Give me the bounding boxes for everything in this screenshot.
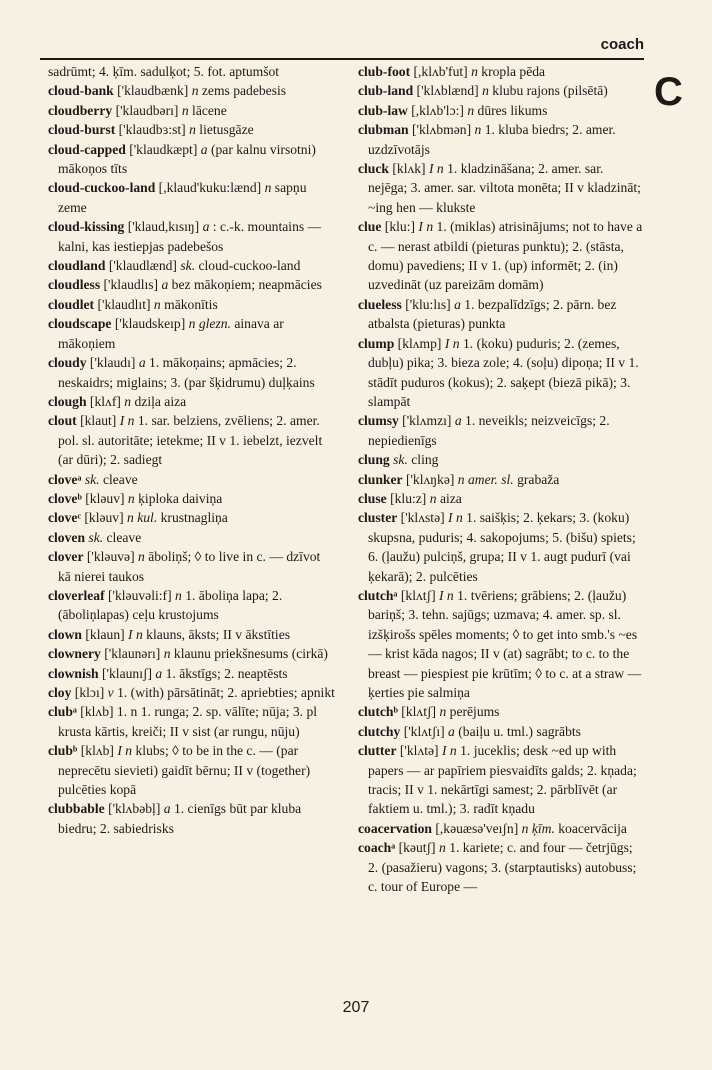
definition: cleave [103, 529, 142, 545]
dictionary-entry [48, 664, 336, 683]
dictionary-entry [358, 722, 646, 741]
pronunciation: ['klʌmzı] [398, 413, 452, 429]
grammar-label: a [451, 413, 462, 429]
definition: klauns, āksts; II v ākstīties [142, 626, 291, 642]
pronunciation: [klʌb] [76, 704, 114, 720]
pronunciation: [klʌb] [77, 743, 114, 759]
definition: klubs; ◊ to be in the c. — (par neprecētu sievieti) gaidīt bērnu; II v (together) pulcēties kopā [58, 743, 311, 798]
dictionary-entry [48, 702, 336, 741]
definition: klubu rajons (pilsētā) [488, 83, 608, 99]
grammar-label: n [160, 646, 171, 662]
page-number: 207 [342, 999, 370, 1016]
dictionary-entry [48, 120, 336, 139]
definition: 1. ākstīgs; 2. neaptēsts [162, 665, 288, 681]
pronunciation: [klʌk] [388, 161, 426, 177]
headword: clough [48, 393, 87, 409]
dictionary-entry [358, 741, 646, 819]
definition: dziļa aiza [131, 393, 187, 409]
grammar-label: n [463, 102, 475, 118]
dictionary-entry [358, 586, 646, 702]
pronunciation: ['klaudlıt] [94, 296, 151, 312]
headword: cloud-kissing [48, 219, 125, 235]
dictionary-entry [358, 838, 646, 896]
grammar-label: n [188, 83, 199, 99]
definition: aiza [436, 490, 462, 506]
pronunciation: ['klaudskeıp] [111, 316, 186, 332]
definition: 1. kariete; c. and four — četrjūgs; 2. (pasažieru) vagons; 3. (starptautisks) autobuss; c. tour of Europe — [368, 840, 637, 895]
dictionary-entry [48, 741, 336, 799]
grammar-label: n [171, 587, 182, 603]
dictionary-entry [48, 140, 336, 179]
headword: cloudy [48, 355, 87, 371]
definition: koacervācija [554, 820, 627, 836]
headword: clubman [358, 122, 409, 138]
definition: lācene [188, 102, 227, 118]
grammar-label: I n [425, 161, 444, 177]
headword: clue [358, 219, 382, 235]
definition: zems padebesis [198, 83, 287, 99]
headword: cloveᵃ [48, 471, 82, 487]
pronunciation: ['klaudkæpt] [125, 141, 198, 157]
definition: 1. sar. belziens, zvēliens; 2. amer. pol. sl. autoritāte; ietekme; II v 1. iebelzt, iezvelt (ar dūri); 2. sadiegt [58, 413, 323, 468]
dictionary-entry [358, 295, 646, 334]
pronunciation: ['klʌstə] [397, 510, 445, 526]
pronunciation: [,kəuæsə'veıʃn] [431, 820, 519, 836]
pronunciation: [klʌmp] [394, 335, 442, 351]
pronunciation: ['klaudbɜ:st] [115, 122, 186, 138]
grammar-label: I n [438, 743, 457, 759]
dictionary-entry [48, 644, 336, 663]
pronunciation: [kəutʃ] [395, 840, 436, 856]
headword: clubᵇ [48, 743, 78, 759]
pronunciation: ['kləuvə] [83, 549, 135, 565]
definition: āboliņš; ◊ to live in c. — dzīvot kā nierei taukos [58, 549, 321, 584]
pronunciation: ['klaudlænd] [105, 258, 177, 274]
dictionary-entry [48, 295, 336, 314]
pronunciation: ['klaud,kısıŋ] [124, 219, 200, 235]
pronunciation: ['klaunıʃ] [98, 665, 153, 681]
grammar-label: I n [441, 335, 460, 351]
grammar-label: sk. [389, 452, 408, 468]
definition: 1. cienīgs būt par kluba biedru; 2. sabiedrisks [58, 801, 302, 836]
definition: grabaža [513, 471, 560, 487]
headword: club-foot [358, 64, 411, 79]
dictionary-entry [48, 625, 336, 644]
headword: clumsy [358, 413, 399, 429]
pronunciation: ['klaudı] [86, 355, 136, 371]
headword: cluster [358, 510, 398, 526]
pronunciation: ['klʌtə] [396, 743, 439, 759]
dictionary-entry [358, 470, 646, 489]
definition: 1. juceklis; desk ~ed up with papers — ar papīriem piesvaidīts galds; 2. kņada; tracis; II v 1. nekārtīgi samest; 2. pārblīvēt (ar faktiem u. tml.); 3. radīt kņadu [368, 743, 637, 817]
dictionary-entry [48, 392, 336, 411]
pronunciation: [klaut] [76, 413, 117, 429]
definition: 1. tvēriens; grābiens; 2. (ļaužu) bariņš; 3. tehn. sajūgs; uzmava; 4. amer. sp. sl. izšķirošs spēles moments; ◊ to get into smb.'s ~es — krist kāda nagos; II v (at) sagrābt; to c. to the breast — piespiest pie krūtīm; ◊ to c. at a straw — ķerties pie salmiņa [368, 587, 642, 700]
dictionary-entry [358, 819, 646, 838]
pronunciation: ['klʌbmən] [408, 122, 472, 138]
headword: cloud-capped [48, 141, 126, 157]
headword: cloud-bank [48, 83, 114, 99]
grammar-label: a [197, 141, 208, 157]
definition: perējums [446, 704, 500, 720]
headword: clubbable [48, 801, 105, 817]
headword: coachᵃ [358, 840, 396, 856]
grammar-label: n ķīm. [518, 820, 555, 836]
grammar-label: n amer. sl. [454, 471, 514, 487]
left-column [48, 62, 336, 838]
definition: : c.-k. mountains — kalni, kas iestiepjas padebešos [58, 219, 322, 254]
dictionary-entry [358, 702, 646, 721]
dictionary-entry [358, 217, 646, 295]
definition: (par kalnu virsotni) mākoņos tīts [58, 141, 316, 177]
grammar-label: n [124, 490, 135, 506]
dictionary-entry [48, 81, 336, 100]
grammar-label: n [467, 64, 478, 79]
grammar-label: sk. [176, 258, 196, 274]
grammar-label: a [199, 219, 210, 235]
definition: bez mākoņiem; neapmācies [168, 277, 322, 293]
grammar-label: I n [124, 626, 143, 642]
grammar-label: n [178, 102, 189, 118]
pronunciation: [klʌf] [86, 393, 121, 409]
dictionary-entry [358, 450, 646, 469]
grammar-label: sk. [85, 529, 104, 545]
headword: cloudland [48, 258, 106, 274]
grammar-label: sk. [81, 471, 100, 487]
dictionary-entry [358, 159, 646, 217]
definition: 1. āboliņa lapa; 2. (āboliņlapas) ceļu krustojums [58, 587, 283, 623]
definition: 1. neveikls; neizveicīgs; 2. nepiedienīgs [368, 413, 610, 448]
grammar-label: n glezn. [185, 316, 231, 332]
pronunciation: ['klʌbəbļ] [104, 801, 161, 817]
dictionary-entry [358, 489, 646, 508]
headword: cluck [358, 161, 389, 177]
definition: klaunu priekšnesums (cirkā) [170, 646, 328, 662]
dictionary-entry [358, 62, 646, 81]
grammar-label: a [444, 723, 455, 739]
headword: clunker [358, 471, 403, 487]
pronunciation: ['klu:lıs] [401, 296, 451, 312]
definition: 1. saišķis; 2. ķekars; 3. (koku) skupsna, puduris; 4. sakopojums; 5. (bišu) spiets; 6. (ļaužu) pulciņš, grupa; II v 1. augt pudurī (vai ķekarā); 2. pulcēties [368, 510, 636, 584]
grammar-label: a [135, 355, 146, 371]
grammar-label: n [478, 83, 489, 99]
dictionary-entry [48, 683, 336, 702]
grammar-label: n [436, 704, 447, 720]
dictionary-entry [48, 586, 336, 625]
headword: cloudscape [48, 316, 112, 332]
headword: cloud-cuckoo-land [48, 180, 156, 196]
headword: clownery [48, 646, 101, 662]
headword: clueless [358, 296, 402, 312]
definition: 1. (miklas) atrisinājums; not to have a c. — nerast atbildi (pieturas punktu); 2. (stāsta, domu) pavediens; II v 1. (up) informēt; 2. (in) uzvedināt (uz pareizām domām) [368, 219, 643, 293]
pronunciation: ['klaudbænk] [113, 83, 189, 99]
dictionary-entry [48, 799, 336, 838]
grammar-label: I n [444, 510, 463, 526]
pronunciation: [,klʌb'lɔ:] [407, 102, 464, 118]
definition: cling [407, 452, 439, 468]
grammar-label: n [471, 122, 482, 138]
dictionary-entry [48, 217, 336, 256]
grammar-label: a [160, 801, 171, 817]
definition: sadrūmt; 4. ķīm. sadulķot; 5. fot. aptumšot [48, 64, 280, 79]
grammar-label: n [435, 840, 446, 856]
dictionary-entry [358, 508, 646, 586]
grammar-label: I n [435, 587, 454, 603]
dictionary-entry [48, 256, 336, 275]
grammar-label: v [104, 685, 114, 700]
grammar-label: n [120, 393, 132, 409]
definition: 1. (with) pārsātināt; 2. apriebties; apnikt [113, 685, 335, 700]
headword: cloudberry [48, 102, 113, 118]
headword: clutchy [358, 723, 401, 739]
pronunciation: [,klaud'kuku:lænd] [155, 180, 262, 196]
header-rule [40, 58, 644, 60]
headword: cloudless [48, 277, 101, 293]
dictionary-entry [48, 314, 336, 353]
headword: clown [48, 626, 82, 642]
headword: clubᵃ [48, 704, 77, 720]
definition: mākonītis [160, 296, 218, 312]
definition: cleave [99, 471, 138, 487]
thumb-index-letter: C [654, 70, 683, 114]
pronunciation: [klʌtʃ] [397, 704, 437, 720]
pronunciation: ['klaudlıs] [100, 277, 159, 293]
headword: clover [48, 549, 84, 565]
grammar-label: n [426, 490, 437, 506]
headword: cloven [48, 529, 85, 545]
pronunciation: ['klaudbərı] [112, 102, 179, 118]
dictionary-entry [48, 101, 336, 120]
dictionary-entry [48, 275, 336, 294]
dictionary-entry [358, 81, 646, 100]
grammar-label: n [261, 180, 272, 196]
definition: 1. mākoņains; apmācies; 2. neskaidrs; miglains; 3. (par šķidrumu) duļķains [58, 355, 315, 390]
dictionary-entry [48, 353, 336, 392]
definition: sapņu zeme [58, 180, 307, 215]
grammar-label: n [185, 122, 196, 138]
definition: cloud-cuckoo-land [195, 258, 301, 274]
pronunciation: [klu:z] [386, 490, 427, 506]
pronunciation: [kləuv] [80, 510, 124, 526]
definition: lietusgāze [195, 122, 254, 138]
dictionary-entry [358, 101, 646, 120]
dictionary-entry [358, 334, 646, 412]
dictionary-entry [48, 411, 336, 469]
grammar-label: n kul. [123, 510, 158, 526]
dictionary-entry [358, 120, 646, 159]
headword: cloy [48, 685, 72, 700]
headword: clung [358, 452, 390, 468]
definition: krustnagliņa [157, 510, 228, 526]
grammar-label: I n [415, 219, 434, 235]
headword: cloudlet [48, 296, 95, 312]
grammar-label: I n [113, 743, 133, 759]
headword: clutchᵇ [358, 704, 398, 720]
grammar-label: n [134, 549, 145, 565]
dictionary-entry [48, 62, 336, 81]
definition: 1. bezpalīdzīgs; 2. pārn. bez atbalsta (pieturas) punkta [368, 296, 617, 332]
pronunciation: ['kləuvəli:f] [104, 587, 172, 603]
grammar-label: n [150, 296, 161, 312]
pronunciation: [,klʌb'fut] [410, 64, 468, 79]
dictionary-entry [48, 489, 336, 508]
pronunciation: [klʌtʃ] [397, 587, 436, 603]
headword: clout [48, 413, 77, 429]
running-head: coach [600, 36, 644, 53]
grammar-label: a [450, 296, 461, 312]
headword: cloveᶜ [48, 510, 81, 526]
grammar-label: I n [116, 413, 135, 429]
dictionary-entry [48, 528, 336, 547]
definition: 1. (koku) puduris; 2. (zemes, dubļu) pika; 3. bieza zole; 4. (soļu) dipoņa; II v 1. stādīt puduros (kokus); 2. saķept (biezā pikā); 3. slampāt [368, 335, 639, 409]
definition: 1. n 1. runga; 2. sp. vālīte; nūja; 3. pl krusta kārtis, kreiči; II v sist (ar rungu, nūju) [58, 704, 318, 739]
dictionary-entry [48, 547, 336, 586]
dictionary-entry [48, 508, 336, 527]
definition: 1. kladzināšana; 2. amer. sar. nejēga; 3. amer. sar. viltota monēta; II v kladzināt; ~ing hen — klukste [368, 161, 641, 215]
definition: 1. kluba biedrs; 2. amer. uzdzīvotājs [368, 122, 616, 157]
grammar-label: a [158, 277, 169, 293]
pronunciation: [kləuv] [81, 490, 125, 506]
pronunciation: [klaun] [81, 626, 125, 642]
pronunciation: ['klʌŋkə] [402, 471, 455, 487]
dictionary-entry [358, 411, 646, 450]
definition: dūres likums [474, 102, 548, 118]
pronunciation: ['klʌblænd] [413, 83, 479, 99]
pronunciation: [klɔı] [71, 685, 105, 700]
dictionary-entry [48, 470, 336, 489]
headword: clump [358, 335, 395, 351]
headword: clutchᵃ [358, 587, 398, 603]
headword: cloud-burst [48, 122, 116, 138]
headword: cluse [358, 490, 387, 506]
headword: club-land [358, 83, 414, 99]
headword: cloverleaf [48, 587, 105, 603]
grammar-label: a [152, 665, 163, 681]
headword: clutter [358, 743, 397, 759]
pronunciation: ['klaunərı] [100, 646, 161, 662]
pronunciation: [klu:] [381, 219, 416, 235]
headword: club-law [358, 102, 408, 118]
definition: ainava ar mākoņiem [58, 316, 284, 351]
definition: kropla pēda [477, 64, 546, 79]
headword: coacervation [358, 820, 432, 836]
headword: cloveᵇ [48, 490, 82, 506]
headword: clownish [48, 665, 99, 681]
dictionary-entry [48, 178, 336, 217]
pronunciation: ['klʌtʃı] [400, 723, 445, 739]
definition: (baiļu u. tml.) sagrābts [454, 723, 581, 739]
definition: ķiploka daiviņa [134, 490, 223, 506]
right-column [358, 62, 646, 896]
